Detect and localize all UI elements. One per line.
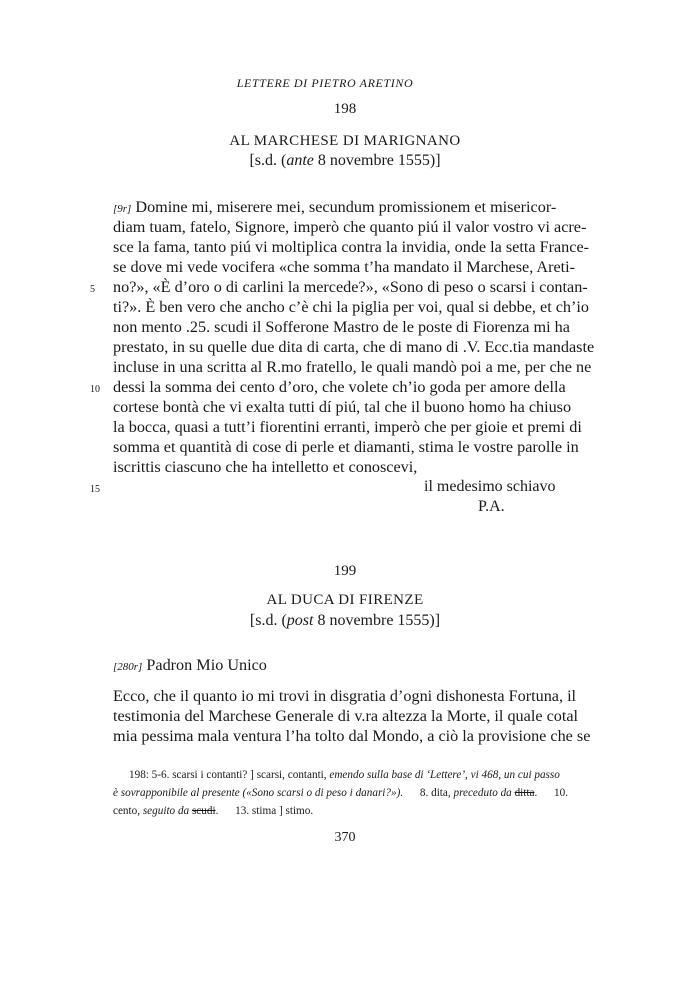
running-head: LETTERE DI PIETRO ARETINO [236,76,414,90]
date-qualifier: post [286,612,314,629]
text-line: diam tuam, fatelo, Signore, imperò che quanto piú il valor vostro vi acre- [113,218,587,236]
text-line: incluse in una scritta al R.mo fratello, le quali mandò poi a me, per che ne [113,358,592,376]
text-line: dessi la somma dei cento d’oro, che volete ch’io goda per amore della [113,378,566,396]
date-suffix: 8 novembre 1555)] [313,152,441,169]
text-line: [280r] Padron Mio Unico [113,656,267,674]
letter-199-date [0,612,690,630]
date-suffix: 8 novembre 1555)] [313,612,441,629]
folio-marker: [280r] [113,661,143,673]
text-line: la bocca, quasi a tutt’i fiorentini erranti, imperò che per gioie et premi di [113,418,582,436]
folio-marker: [9r] [113,203,132,215]
line-number-10: 10 [90,384,100,395]
date-qualifier: ante [286,152,314,169]
footnote-line: 198: 5-6. scarsi i contanti? ] scarsi, contanti, emendo sulla base di ‘Lettere’, vi 468, un cui passo [129,769,560,781]
text-line: Ecco, che il quanto io mi trovi in disgratia d’ogni dishonesta Fortuna, il [113,687,577,705]
footnote-line: è sovrapponibile al presente («Sono scarsi o di peso i danari?»). 8. dita, preceduto da ditta. 10. [113,787,569,799]
letter-198-closing: il medesimo schiavo [424,478,556,495]
text-line: testimonia del Marchese Generale di v.ra altezza la Morte, il quale cotal [113,707,579,725]
text-line: mia pessima mala ventura l’ha tolto dal Mondo, a ciò la provisione che se [113,727,591,745]
text-line: no?», «È d’oro o di carlini la mercede?», «Sono di peso o scarsi i contan- [113,278,588,296]
text-line: [9r] Domine mi, miserere mei, secundum promissionem et misericor- [113,198,557,216]
page-number: 370 [334,830,356,845]
letter-199-salutation [113,655,548,675]
letter-198-body [113,197,595,477]
date-prefix: [s.d. ( [249,152,287,169]
critical-apparatus [113,766,569,820]
footnote-line: cento, seguito da scudi. 13. stima ] stimo. [113,805,314,817]
letter-199-title: AL DUCA DI FIRENZE [266,592,424,608]
text-line: non mento .25. scudi il Sofferone Mastro de le poste di Fiorenza mi ha [113,318,570,336]
text-line: ti?». È ben vero che ancho c’è chi la piglia per voi, qual si debbe, et ch’io [113,298,589,316]
text-line: somma et quantità di cose di perle et diamanti, stima le vostre parolle in [113,438,579,456]
date-prefix: [s.d. ( [249,612,287,629]
text-line: iscrittis ciascuno che ha intelletto et conoscevi, [113,458,418,476]
line-number-5: 5 [90,284,95,295]
letter-198-signature: P.A. [478,498,505,515]
letter-199-number: 199 [333,563,357,579]
text-line: se dove mi vede vocifera «che somma t’ha mandato il Marchese, Areti- [113,258,576,276]
text-line: prestato, in su quelle due dita di carta, che di mano di .V. Ecc.tia mandaste [113,338,595,356]
letter-199-body [113,686,591,746]
line-number-15: 15 [90,484,100,495]
letter-198-title: AL MARCHESE DI MARIGNANO [229,133,461,149]
text-line: cortese bontà che vi exalta tutti dí piú, tal che il buono homo ha chiuso [113,398,572,416]
letter-198-number: 198 [333,101,357,117]
text-line: sce la fama, tanto piú vi moltiplica contra la invidia, onde la setta France- [113,238,590,256]
letter-198-date [0,152,690,170]
